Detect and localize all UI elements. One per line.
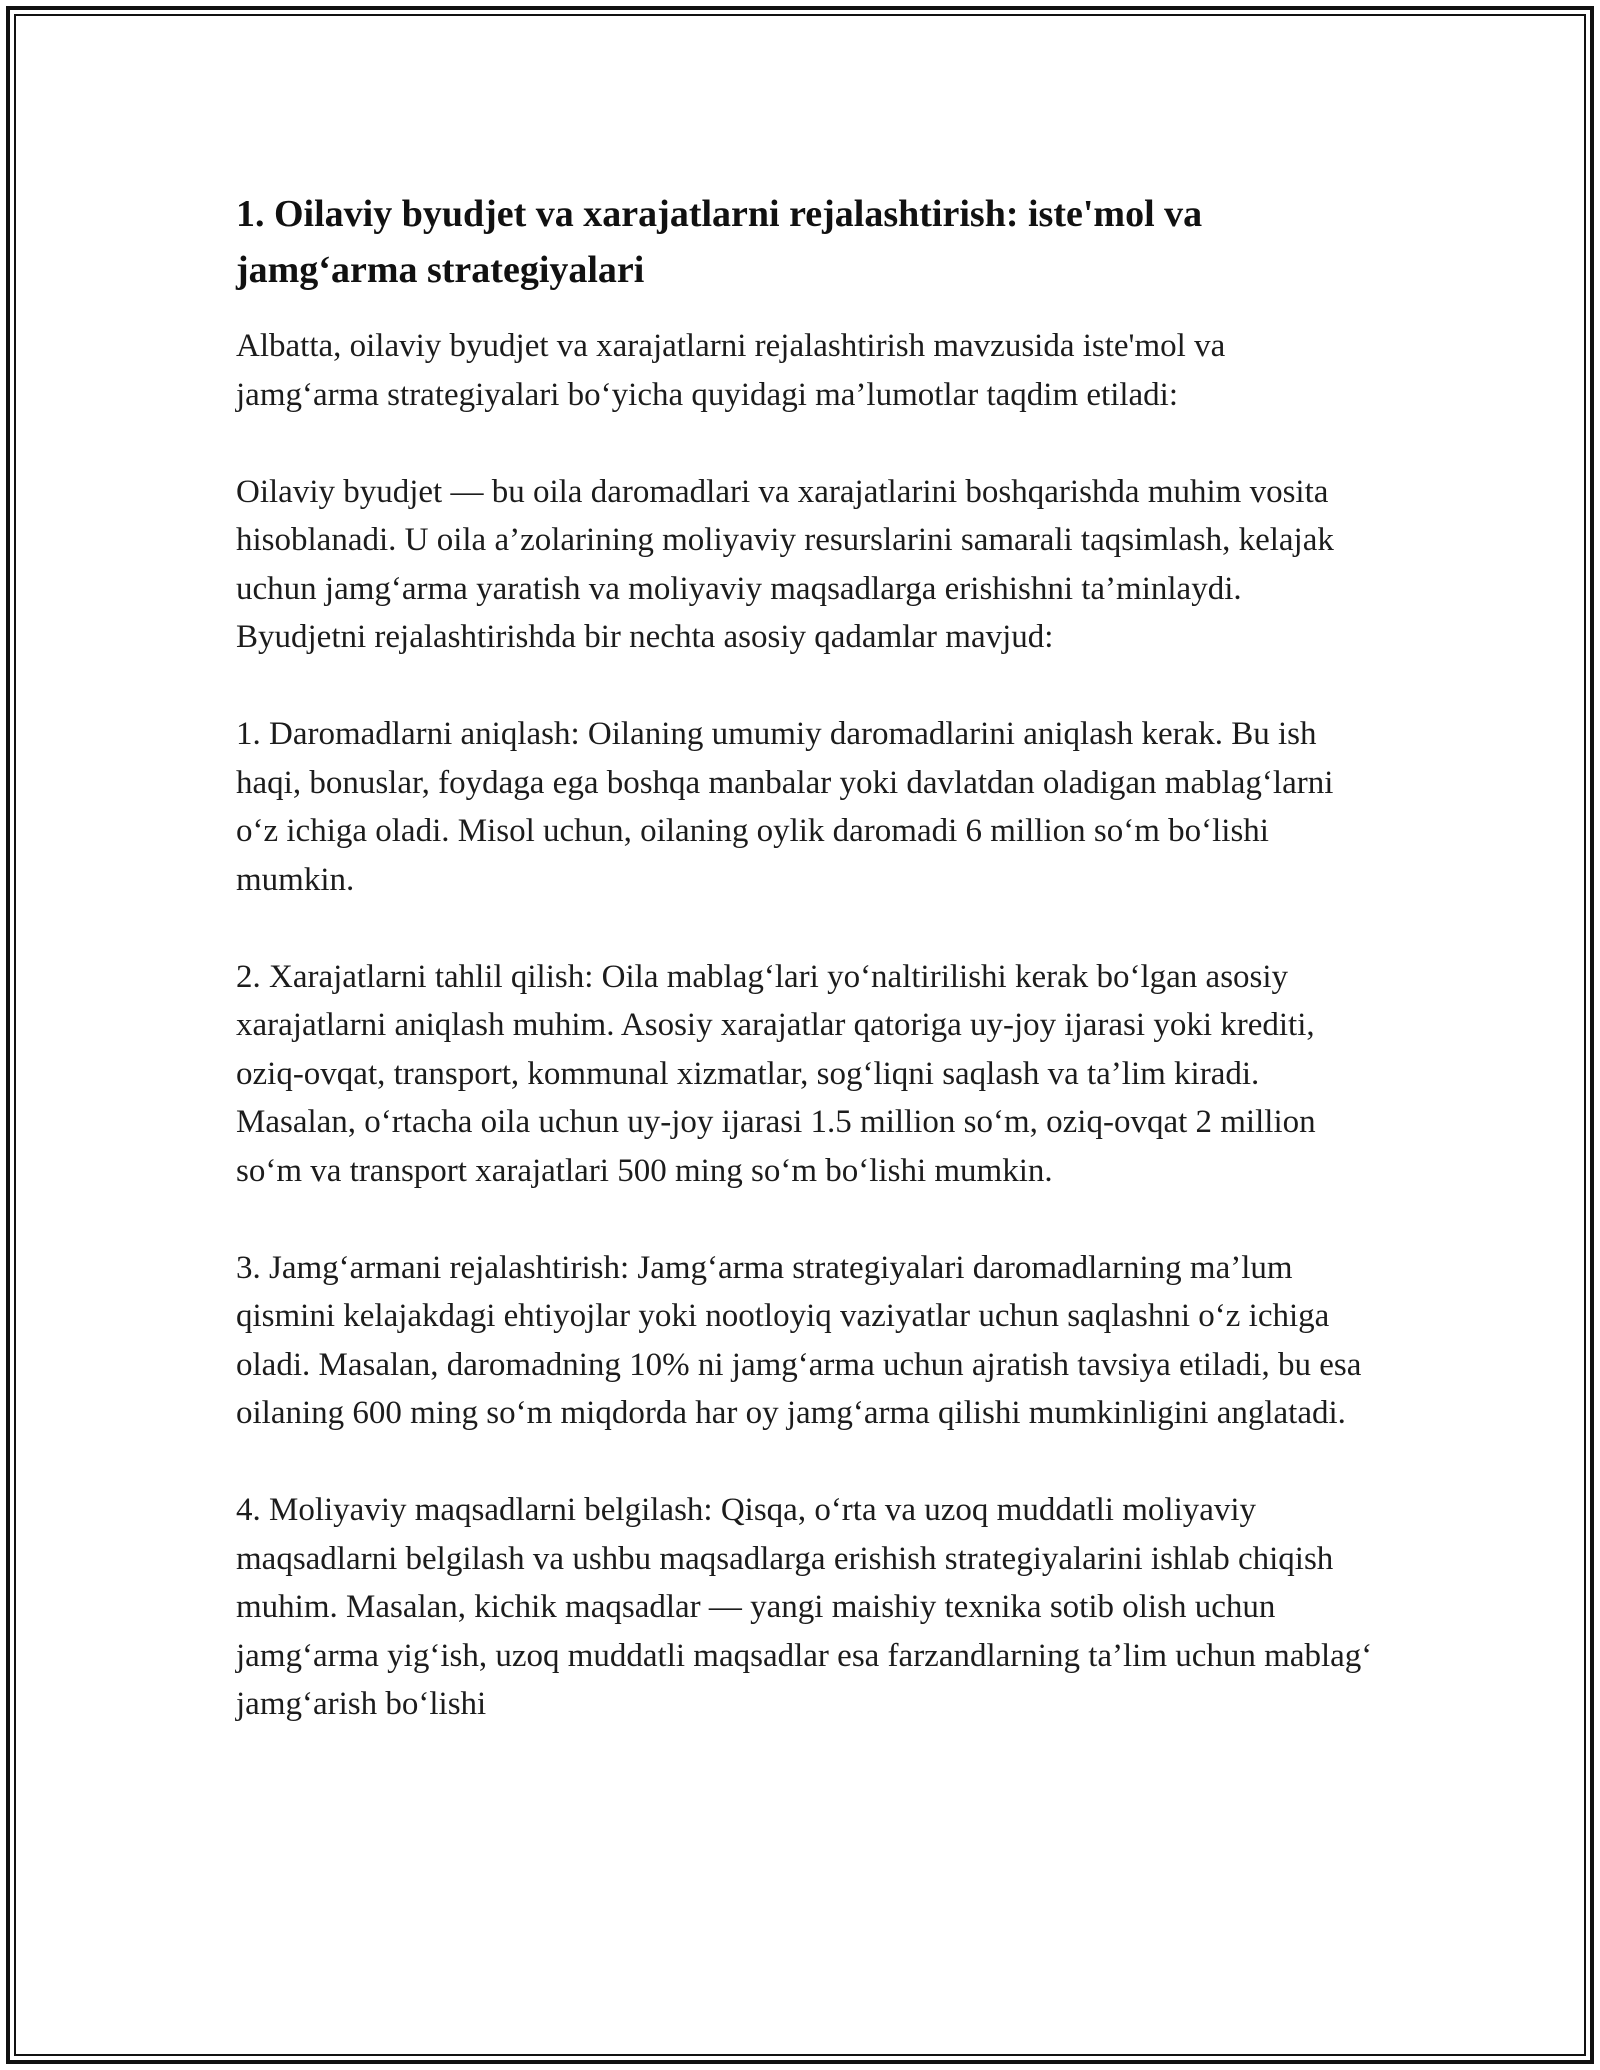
section-heading: 1. Oilaviy byudjet va xarajatlarni rejalashtirish: iste'mol va jamg‘arma strategiyalari: [236, 193, 1203, 291]
step-1-income-paragraph: 1. Daromadlarni aniqlash: Oilaning umumiy daromadlarini aniqlash kerak. Bu ish haqi, bonuslar, foydaga ega boshqa manbalar yoki davlatdan oladigan mablag‘larni o‘z ichiga oladi. Misol uchun, oilaning oylik daromadi 6 million so‘m bo‘lishi mumkin.: [236, 716, 1334, 898]
step-4-goals-paragraph: 4. Moliyaviy maqsadlarni belgilash: Qisqa, o‘rta va uzoq muddatli moliyaviy maqsadlarni belgilash va ushbu maqsadlarga erishish strategiyalarini ishlab chiqish muhim. Masalan, kichik maqsadlar — yangi maishiy texnika sotib olish uchun jamg‘arma yig‘ish, uzoq muddatli maqsadlar esa farzandlarning ta’lim uchun mablag‘ jamg‘arish bo‘lishi: [236, 1492, 1373, 1722]
step-2-expenses-paragraph: 2. Xarajatlarni tahlil qilish: Oila mablag‘lari yo‘naltirilishi kerak bo‘lgan asosiy xarajatlarni aniqlash muhim. Asosiy xarajatlar qatoriga uy-joy ijarasi yoki krediti, oziq-ovqat, transport, kommunal xizmatlar, sog‘liqni saqlash va ta’lim kiradi. Masalan, o‘rtacha oila uchun uy-joy ijarasi 1.5 million so‘m, oziq-ovqat 2 million so‘m va transport xarajatlari 500 ming so‘m bo‘lishi mumkin.: [236, 958, 1316, 1189]
step-3-savings-paragraph: 3. Jamg‘armani rejalashtirish: Jamg‘arma strategiyalari daromadlarning ma’lum qismini kelajakdagi ehtiyojlar yoki nootloyiq vaziyatlar uchun saqlashni o‘z ichiga oladi. Masalan, daromadning 10% ni jamg‘arma uchun ajratish tavsiya etiladi, bu esa oilaning 600 ming so‘m miqdorda har oy jamg‘arma qilishi mumkinligini anglatadi.: [236, 1249, 1362, 1431]
document-body: [236, 186, 1376, 1729]
budget-definition-paragraph: Oilaviy byudjet — bu oila daromadlari va xarajatlarini boshqarishda muhim vosita hisoblanadi. U oila a’zolarining moliyaviy resurslarini samarali taqsimlash, kelajak uchun jamg‘arma yaratish va moliyaviy maqsadlarga erishishni ta’minlaydi. Byudjetni rejalashtirishda bir nechta asosiy qadamlar mavjud:: [236, 473, 1334, 655]
intro-paragraph: Albatta, oilaviy byudjet va xarajatlarni rejalashtirish mavzusida iste'mol va jamg‘arma strategiyalari bo‘yicha quyidagi ma’lumotlar taqdim etiladi:: [236, 328, 1226, 413]
